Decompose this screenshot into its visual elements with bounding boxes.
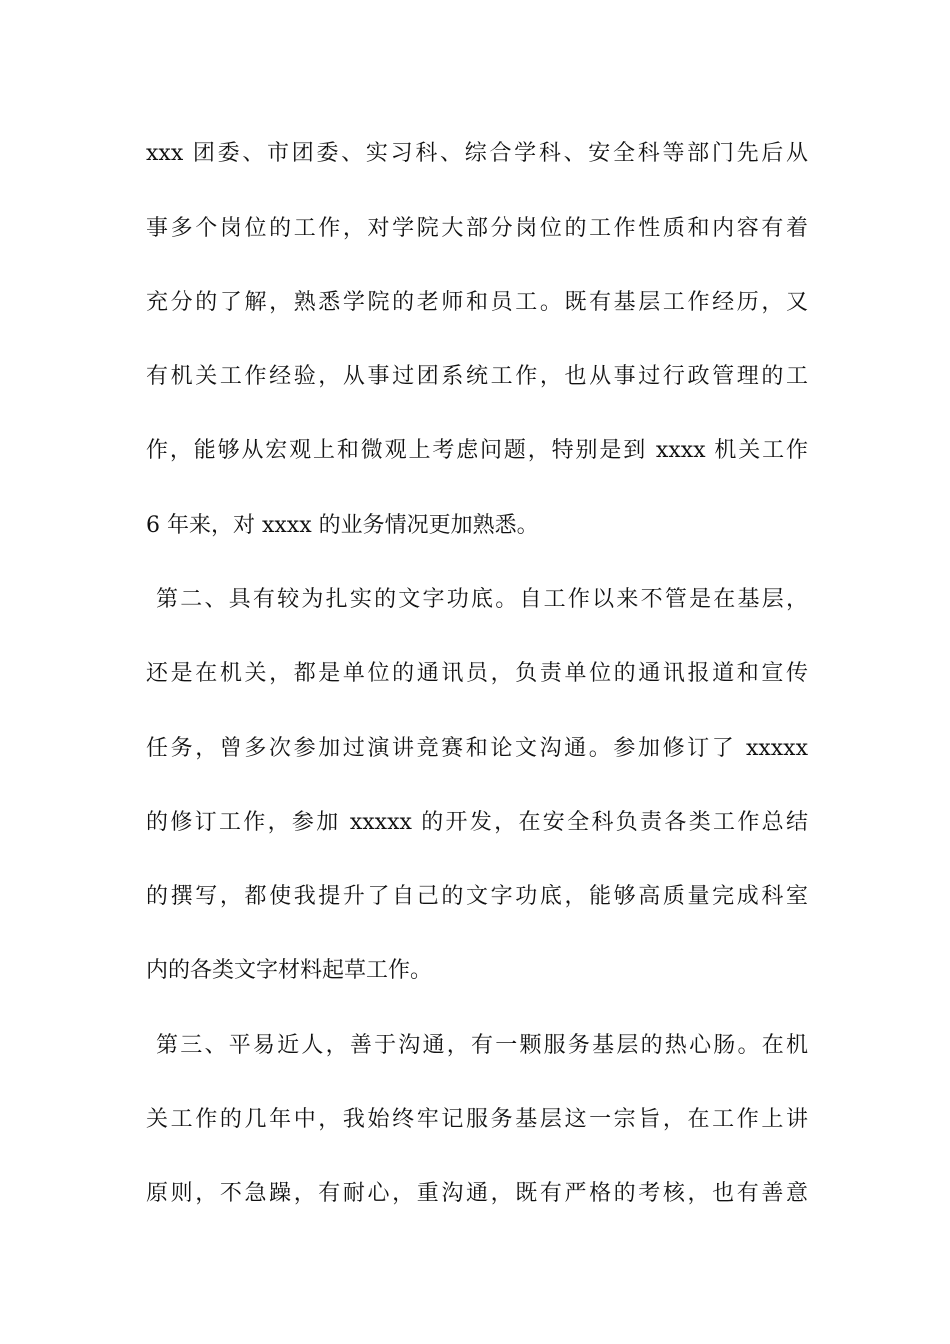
text-line: 作，能够从宏观上和微观上考虑问题，特别是到 xxxx 机关工作 bbox=[146, 438, 808, 463]
text-line: 的撰写，都使我提升了自己的文字功底，能够高质量完成科室 bbox=[146, 884, 808, 909]
text-line: 事多个岗位的工作，对学院大部分岗位的工作性质和内容有着 bbox=[146, 216, 808, 241]
text-line: 6 年来，对 xxxx 的业务情况更加熟悉。 bbox=[146, 513, 539, 538]
text-line: 内的各类文字材料起草工作。 bbox=[146, 958, 433, 983]
text-line: 还是在机关，都是单位的通讯员，负责单位的通讯报道和宣传 bbox=[146, 661, 808, 686]
text-line: 充分的了解，熟悉学院的老师和员工。既有基层工作经历，又 bbox=[146, 290, 808, 315]
text-line: 原则，不急躁，有耐心，重沟通，既有严格的考核，也有善意 bbox=[146, 1181, 808, 1206]
text-line: xxx 团委、市团委、实习科、综合学科、安全科等部门先后从 bbox=[146, 141, 808, 166]
text-line: 有机关工作经验，从事过团系统工作，也从事过行政管理的工 bbox=[146, 364, 808, 389]
text-line: 关工作的几年中，我始终牢记服务基层这一宗旨，在工作上讲 bbox=[146, 1107, 808, 1132]
text-line: 第三、平易近人，善于沟通，有一颗服务基层的热心肠。在机 bbox=[156, 1033, 808, 1058]
text-line: 第二、具有较为扎实的文字功底。自工作以来不管是在基层， bbox=[156, 587, 808, 612]
text-line: 的修订工作，参加 xxxxx 的开发，在安全科负责各类工作总结 bbox=[146, 810, 808, 835]
text-line: 任务，曾多次参加过演讲竞赛和论文沟通。参加修订了 xxxxx bbox=[146, 736, 808, 761]
